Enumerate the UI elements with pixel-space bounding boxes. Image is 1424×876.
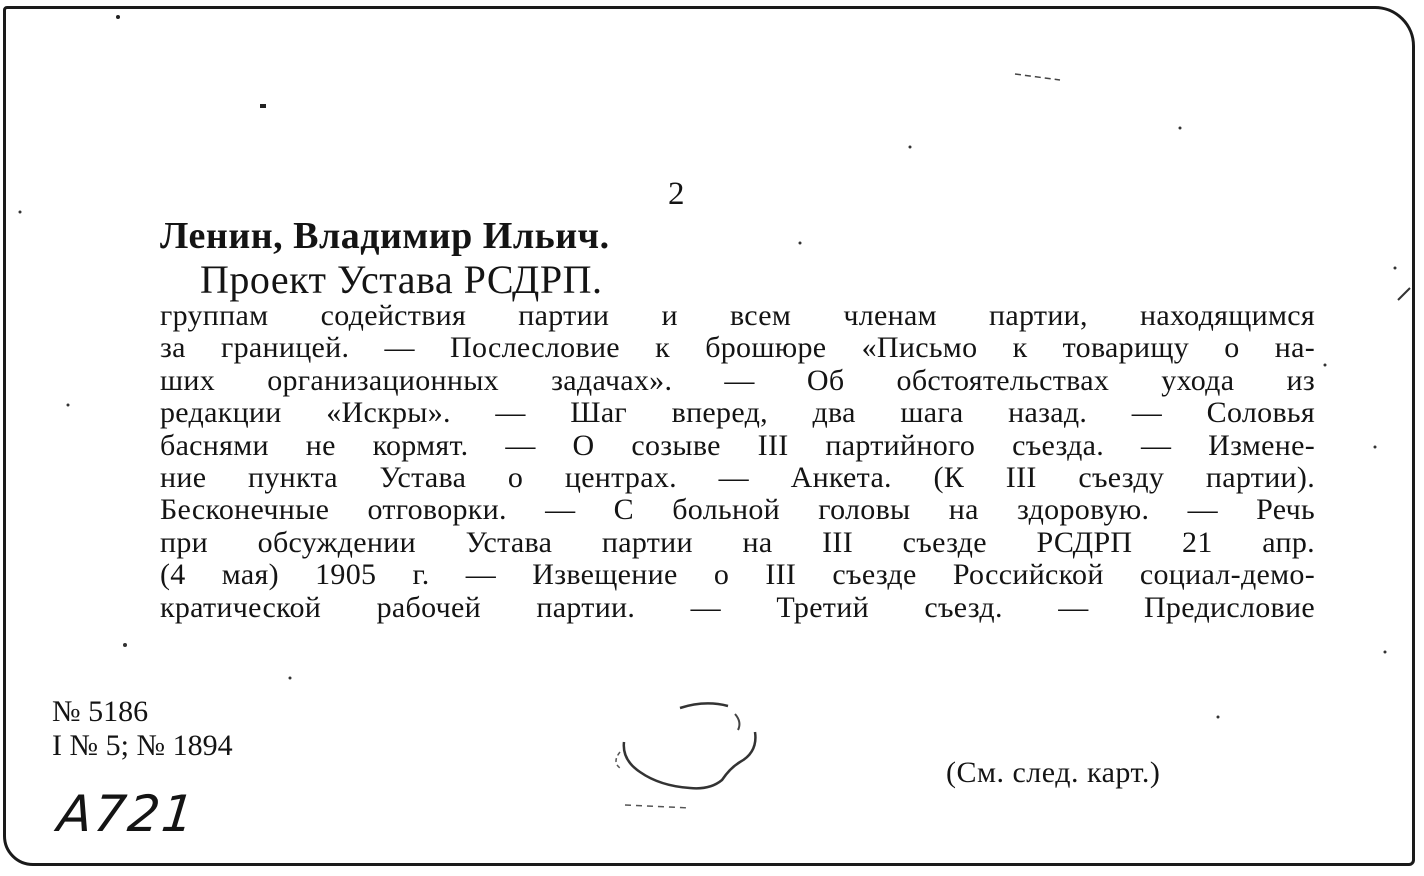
- catalog-number: № 5186: [52, 695, 149, 728]
- contents-line: при обсуждении Устава партии на III съезде РСДРП 21 апр.: [160, 525, 1315, 559]
- contents-line: группам содействия партии и всем членам партии, находящимся: [160, 299, 1315, 332]
- author-heading: Ленин, Владимир Ильич.: [160, 215, 610, 257]
- catalog-reference: I № 5; № 1894: [52, 729, 233, 762]
- handwritten-shelf-mark: А721: [54, 785, 199, 843]
- contents-text: [160, 300, 1315, 624]
- work-title: Проект Устава РСДРП.: [200, 257, 603, 302]
- contents-line: Бесконечные отговорки. — С больной головы на здоровую. — Речь: [160, 493, 1315, 527]
- contents-line: баснями не кормят. — О созыве III партийного съезда. — Измене-: [160, 428, 1315, 462]
- catalog-numbers: [52, 695, 233, 763]
- faded-stamp-mark: [600, 690, 770, 820]
- contents-line: ших организационных задачах». — Об обстоятельствах ухода из: [160, 363, 1315, 397]
- see-next-card-note: (См. след. карт.): [946, 756, 1161, 789]
- contents-line: за границей. — Послесловие к брошюре «Письмо к товарищу о на-: [160, 331, 1315, 365]
- contents-line: редакции «Искры». — Шаг вперед, два шага назад. — Соловья: [160, 396, 1315, 430]
- contents-line: (4 мая) 1905 г. — Извещение о III съезде Российской социал-демо-: [160, 558, 1315, 592]
- page-number: 2: [668, 176, 685, 212]
- contents-line: кратической рабочей партии. — Третий съезд. — Предисловие: [160, 590, 1315, 624]
- contents-line: ние пункта Устава о центрах. — Анкета. (К III съезду партии).: [160, 460, 1315, 494]
